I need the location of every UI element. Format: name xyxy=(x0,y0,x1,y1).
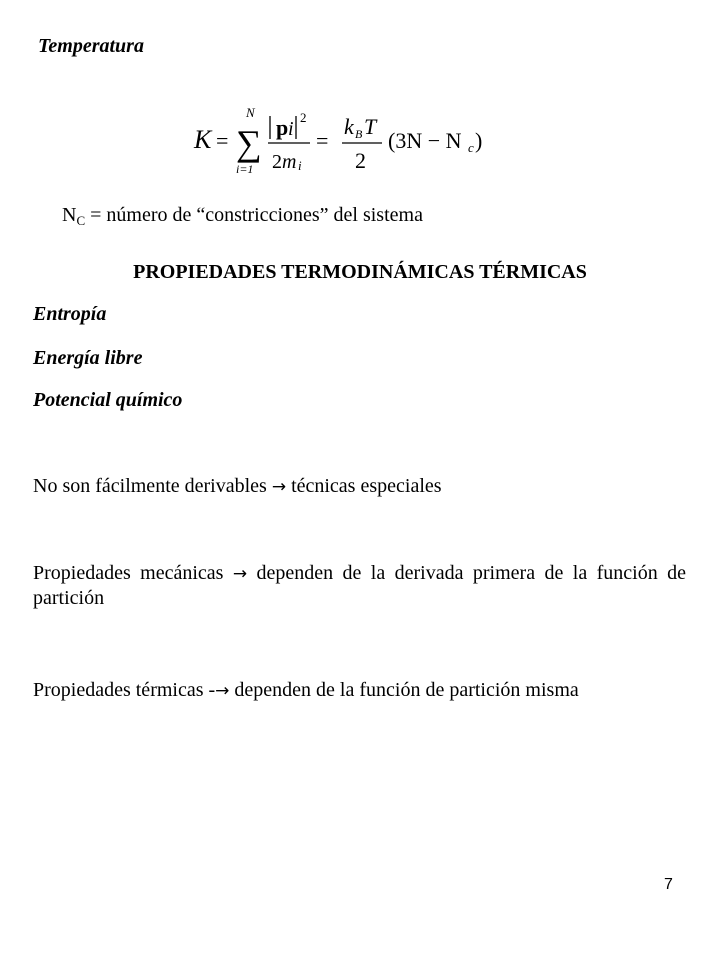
nc-subscript: C xyxy=(76,213,86,228)
statement-3-before: Propiedades térmicas - xyxy=(33,679,216,701)
arrow-icon: → xyxy=(215,681,230,701)
formula-p: p xyxy=(276,115,289,140)
arrow-icon: → xyxy=(271,477,287,497)
formula-lhs: K xyxy=(194,125,212,154)
formula-k-sub: B xyxy=(355,127,363,141)
statement-1-before: No son fácilmente derivables xyxy=(33,475,272,497)
property-energia-libre: Energía libre xyxy=(33,347,143,369)
formula-paren-sub: c xyxy=(468,140,474,155)
formula-paren-close: ) xyxy=(475,128,482,153)
statement-mecanicas xyxy=(33,561,686,610)
formula-T: T xyxy=(364,114,377,139)
section-title: PROPIEDADES TERMODINÁMICAS TÉRMICAS xyxy=(133,261,587,283)
heading-temperatura: Temperatura xyxy=(38,35,144,57)
formula-den-m: m xyxy=(282,151,297,173)
nc-text: = número de “constricciones” del sistema xyxy=(85,204,423,226)
statement-termicas xyxy=(33,678,686,703)
property-potencial-quimico: Potencial químico xyxy=(33,389,183,411)
statement-2-before: Propiedades mecánicas xyxy=(33,562,233,584)
nc-symbol: N xyxy=(62,204,77,226)
formula-p-index: i xyxy=(288,118,294,140)
kinetic-energy-formula xyxy=(192,100,482,180)
sigma-symbol: ∑ xyxy=(236,123,262,163)
arrow-icon: → xyxy=(232,564,248,584)
statement-3-after: dependen de la función de partición misma xyxy=(229,679,579,701)
formula-sum-upper: N xyxy=(246,105,255,120)
statement-derivables xyxy=(33,474,442,499)
statement-1-after: técnicas especiales xyxy=(286,475,442,497)
formula-k: k xyxy=(344,114,354,139)
formula-den-2: 2 xyxy=(272,151,282,173)
formula-kB-den: 2 xyxy=(355,148,366,173)
nc-definition xyxy=(62,203,423,233)
formula-paren: (3N − N xyxy=(388,128,462,153)
formula-den-i: i xyxy=(298,158,302,173)
page-number: 7 xyxy=(664,876,673,893)
formula-equals-1: = xyxy=(216,128,229,153)
statement-2-after: dependen de la derivada primera de la función de partición xyxy=(33,562,686,609)
property-entropia: Entropía xyxy=(33,303,107,325)
formula-exponent: 2 xyxy=(300,110,307,125)
formula-sum-lower: i=1 xyxy=(236,162,254,176)
formula-equals-2: = xyxy=(316,128,329,153)
